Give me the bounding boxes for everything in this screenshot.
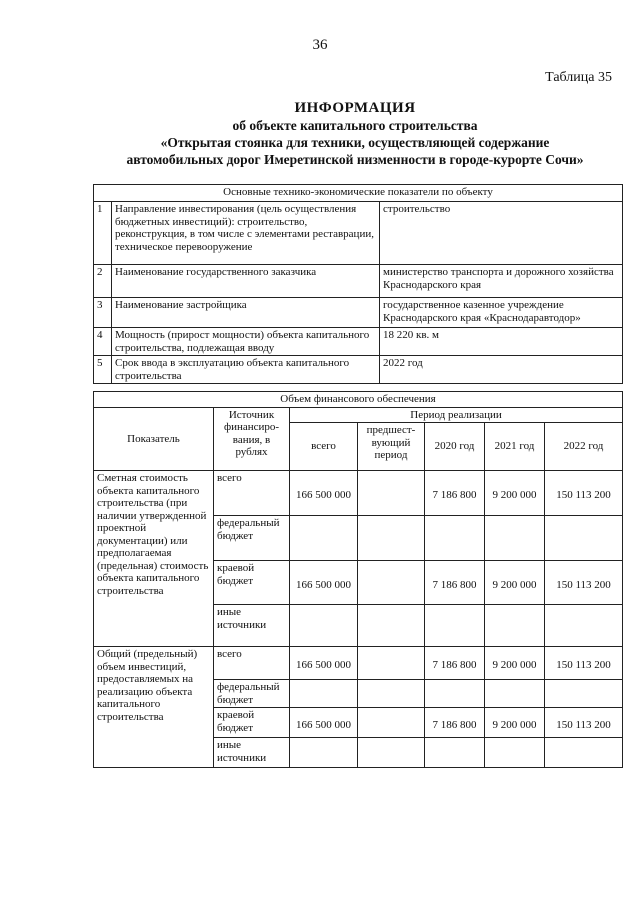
document-title xyxy=(90,100,620,168)
table-row xyxy=(94,202,623,265)
total-cell: 166 500 000 xyxy=(290,471,358,516)
title-line-4: автомобильных дорог Имеретинской низменности в городе-курорте Сочи» xyxy=(126,152,584,167)
total-cell xyxy=(290,605,358,647)
table-label: Таблица 35 xyxy=(545,70,612,85)
table-row xyxy=(94,298,623,328)
y2020-cell: 7 186 800 xyxy=(425,647,485,680)
source-cell: всего xyxy=(214,471,290,516)
y2022-cell xyxy=(545,605,623,647)
source-cell: федеральный бюджет xyxy=(214,680,290,708)
row-label: Срок ввода в эксплуатацию объекта капитального строительства xyxy=(112,356,380,384)
y2020-cell xyxy=(425,680,485,708)
row-value: государственное казенное учреждение Краснодарского края «Краснодаравтодор» xyxy=(380,298,623,328)
col-source: Источник финансиро-вания, в рублях xyxy=(214,407,290,471)
indicators-header: Основные технико-экономические показатели по объекту xyxy=(94,185,623,202)
y2022-cell xyxy=(545,680,623,708)
y2021-cell xyxy=(485,738,545,768)
col-total: всего xyxy=(290,423,358,471)
page-number: 36 xyxy=(312,37,328,53)
col-period: Период реализации xyxy=(290,407,623,423)
table-row xyxy=(94,471,623,516)
row-value: строительство xyxy=(380,202,623,265)
row-number: 3 xyxy=(94,298,112,328)
y2021-cell: 9 200 000 xyxy=(485,708,545,738)
total-cell: 166 500 000 xyxy=(290,708,358,738)
group-label: Общий (предельный) объем инвестиций, предоставляемых на реализацию объекта капитального строительства xyxy=(94,647,214,768)
prior-cell xyxy=(358,561,425,605)
row-number: 5 xyxy=(94,356,112,384)
y2020-cell: 7 186 800 xyxy=(425,471,485,516)
y2021-cell: 9 200 000 xyxy=(485,471,545,516)
col-prior: предшест-вующий период xyxy=(358,423,425,471)
table-row xyxy=(94,265,623,298)
y2022-cell: 150 113 200 xyxy=(545,471,623,516)
group-label: Сметная стоимость объекта капитального строительства (при наличии утвержденной проектной документации) или предполагаемая (предельная) стоимость объекта капитального строительства xyxy=(94,471,214,647)
col-2021: 2021 год xyxy=(485,423,545,471)
y2021-cell: 9 200 000 xyxy=(485,647,545,680)
title-line-3: «Открытая стоянка для техники, осуществляющей содержание xyxy=(160,135,550,150)
table-row xyxy=(94,647,623,680)
y2020-cell: 7 186 800 xyxy=(425,708,485,738)
title-line-2: об объекте капитального строительства xyxy=(232,118,478,133)
row-label: Наименование государственного заказчика xyxy=(112,265,380,298)
finance-header: Объем финансового обеспечения xyxy=(94,392,623,408)
title-line-1: ИНФОРМАЦИЯ xyxy=(294,100,416,116)
prior-cell xyxy=(358,516,425,561)
y2021-cell xyxy=(485,516,545,561)
y2022-cell: 150 113 200 xyxy=(545,561,623,605)
total-cell: 166 500 000 xyxy=(290,561,358,605)
prior-cell xyxy=(358,738,425,768)
y2021-cell: 9 200 000 xyxy=(485,561,545,605)
total-cell xyxy=(290,738,358,768)
prior-cell xyxy=(358,708,425,738)
source-cell: иные источники xyxy=(214,605,290,647)
y2020-cell xyxy=(425,605,485,647)
y2022-cell xyxy=(545,516,623,561)
prior-cell xyxy=(358,605,425,647)
total-cell xyxy=(290,680,358,708)
row-value: 2022 год xyxy=(380,356,623,384)
row-label: Мощность (прирост мощности) объекта капитального строительства, подлежащая вводу xyxy=(112,328,380,356)
row-number: 4 xyxy=(94,328,112,356)
row-value: 18 220 кв. м xyxy=(380,328,623,356)
row-label: Наименование застройщика xyxy=(112,298,380,328)
prior-cell xyxy=(358,471,425,516)
y2022-cell xyxy=(545,738,623,768)
y2021-cell xyxy=(485,680,545,708)
col-2022: 2022 год xyxy=(545,423,623,471)
source-cell: всего xyxy=(214,647,290,680)
table-row xyxy=(94,356,623,384)
source-cell: краевой бюджет xyxy=(214,708,290,738)
source-cell: краевой бюджет xyxy=(214,561,290,605)
y2022-cell: 150 113 200 xyxy=(545,708,623,738)
col-2020: 2020 год xyxy=(425,423,485,471)
total-cell xyxy=(290,516,358,561)
col-indicator: Показатель xyxy=(94,407,214,471)
row-value: министерство транспорта и дорожного хозяйства Краснодарского края xyxy=(380,265,623,298)
y2020-cell xyxy=(425,738,485,768)
y2021-cell xyxy=(485,605,545,647)
source-cell: федеральный бюджет xyxy=(214,516,290,561)
table-row xyxy=(94,328,623,356)
source-cell: иные источники xyxy=(214,738,290,768)
row-label: Направление инвестирования (цель осуществления бюджетных инвестиций): строительство, реконструкция, в том числе с элементами реставрации, техническое перевооружение xyxy=(112,202,380,265)
finance-table xyxy=(93,391,623,768)
y2020-cell xyxy=(425,516,485,561)
total-cell: 166 500 000 xyxy=(290,647,358,680)
y2022-cell: 150 113 200 xyxy=(545,647,623,680)
row-number: 1 xyxy=(94,202,112,265)
row-number: 2 xyxy=(94,265,112,298)
y2020-cell: 7 186 800 xyxy=(425,561,485,605)
prior-cell xyxy=(358,647,425,680)
prior-cell xyxy=(358,680,425,708)
indicators-table xyxy=(93,184,623,384)
